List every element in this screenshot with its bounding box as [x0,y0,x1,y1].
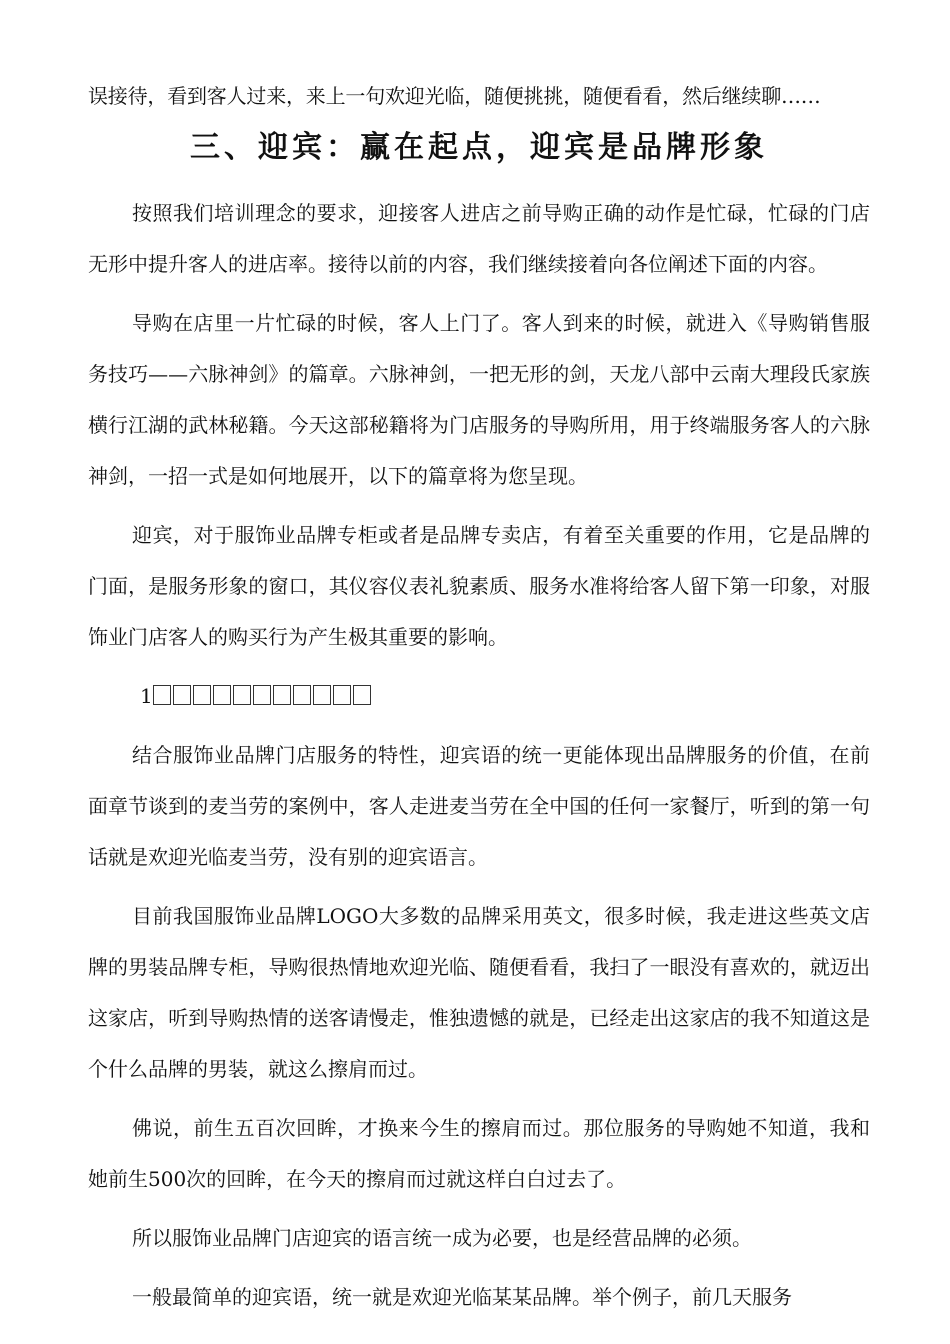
missing-glyph-icon [233,685,251,705]
paragraph: 导购在店里一片忙碌的时候，客人上门了。客人到来的时候，就进入《导购销售服务技巧——六脉神剑》的篇章。六脉神剑，一把无形的剑，天龙八部中云南大理段氏家族横行江湖的武林秘籍。今天这部秘籍将为门店服务的导购所用，用于终端服务客人的六脉神剑，一招一式是如何地展开，以下的篇章将为您呈现。 [88,311,870,488]
missing-glyph-icon [273,685,291,705]
missing-glyph-icon [253,685,271,705]
missing-glyph-icon [153,685,171,705]
missing-glyph-icon [193,685,211,705]
paragraph: 目前我国服饰业品牌LOGO大多数的品牌采用英文，很多时候，我走进这些英文店牌的男装品牌专柜，导购很热情地欢迎光临、随便看看，我扫了一眼没有喜欢的，就迈出这家店，听到导购热情的送客请慢走，惟独遗憾的就是，已经走出这家店的我不知道这是个什么品牌的男装，就这么擦肩而过。 [88,904,870,1081]
paragraph: 按照我们培训理念的要求，迎接客人进店之前导购正确的动作是忙碌，忙碌的门店无形中提升客人的进店率。接待以前的内容，我们继续接着向各位阐述下面的内容。 [88,201,870,276]
missing-glyph-icon [293,685,311,705]
subsection-title [88,671,870,722]
missing-glyph-icon [353,685,371,705]
missing-glyph-icon [313,685,331,705]
paragraph: 结合服饰业品牌门店服务的特性，迎宾语的统一更能体现出品牌服务的价值，在前面章节谈到的麦当劳的案例中，客人走进麦当劳在全中国的任何一家餐厅，听到的第一句话就是欢迎光临麦当劳，没有别的迎宾语言。 [88,743,870,869]
paragraph: 佛说，前生五百次回眸，才换来今生的擦肩而过。那位服务的导购她不知道，我和她前生500次的回眸，在今天的擦肩而过就这样白白过去了。 [88,1116,870,1191]
missing-glyph-icon [333,685,351,705]
missing-glyph-icon [173,685,191,705]
continued-line: 误接待，看到客人过来，来上一句欢迎光临，随便挑挑，随便看看，然后继续聊…… [88,84,821,108]
paragraph: 迎宾，对于服饰业品牌专柜或者是品牌专卖店，有着至关重要的作用，它是品牌的门面，是服务形象的窗口，其仪容仪表礼貌素质、服务水准将给客人留下第一印象，对服饰业门店客人的购买行为产生极其重要的影响。 [88,523,870,649]
subsection-number: 1 [140,684,153,708]
paragraph: 一般最简单的迎宾语，统一就是欢迎光临某某品牌。举个例子，前几天服务 [132,1285,792,1309]
missing-glyph-icon [213,685,231,705]
paragraph: 所以服饰业品牌门店迎宾的语言统一成为必要，也是经营品牌的必须。 [132,1226,752,1250]
section-heading: 三、迎宾：赢在起点，迎宾是品牌形象 [190,130,768,165]
document-page [88,78,870,1331]
